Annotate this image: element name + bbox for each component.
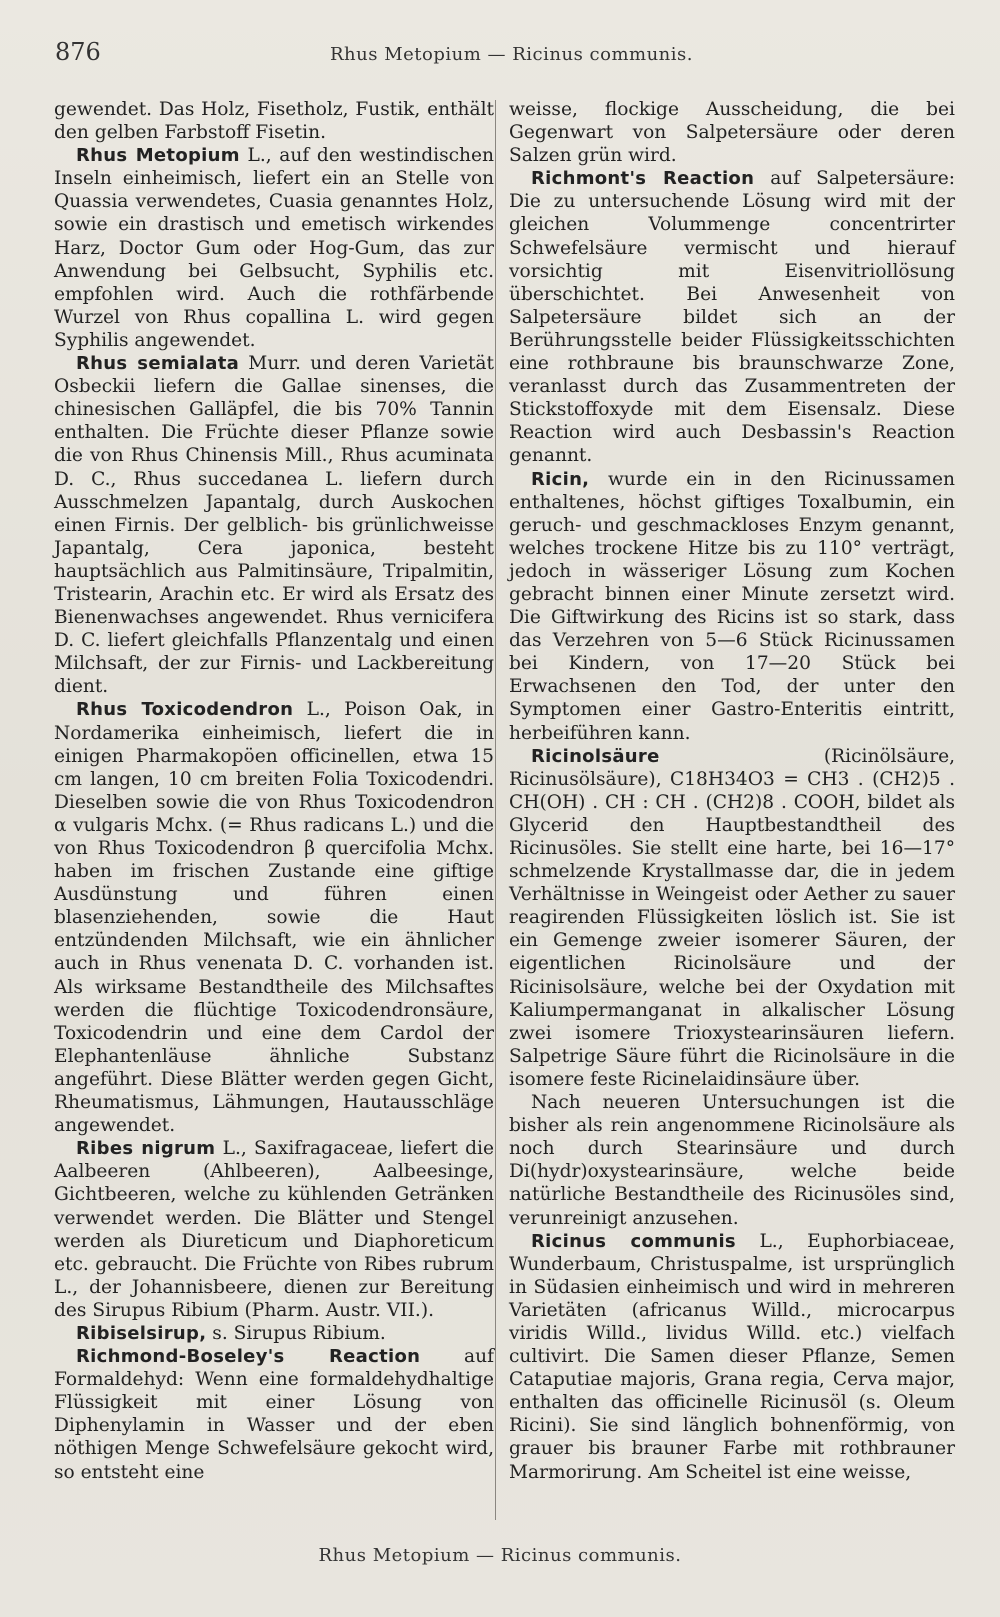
entry-ribes-nigrum bbox=[54, 1137, 494, 1322]
entry-body: auf Salpetersäure: Die zu untersuchende Lösung wird mit der gleichen Volummenge concentrirter Schwefelsäure vermischt und hierauf vorsichtig mit Eisenvitriollösung überschichtet. Bei Anwesenheit von Salpetersäure bildet sich an der Berührungsstelle beider Flüssigkeitsschichten eine rothbraune bis braunschwarze Zone, veranlasst durch das Zusammentreten der Stickstoffoxyde mit dem Eisensalz. Diese Reaction wird auch Desbassin's Reaction genannt. bbox=[509, 168, 955, 467]
page-header bbox=[55, 38, 970, 78]
left-column bbox=[54, 98, 494, 1484]
right-column bbox=[509, 98, 955, 1484]
entry-richmont-reaction bbox=[509, 167, 955, 467]
entry-body: (Ricinölsäure, Ricinusölsäure), C18H34O3 = CH3 . (CH2)5 . CH(OH) . CH : CH . (CH2)8 . COOH, bildet als Glycerid den Hauptbestandtheil des Ricinusöles. Sie stellt eine harte, bei 16—17° schmelzende Krystallmasse dar, die in jedem Verhältnisse in Weingeist oder Aether zu sauer reagirenden Flüssigkeiten löslich ist. Sie ist ein Gemenge zweier isomerer Säuren, der eigentlichen Ricinolsäure und der Ricinisolsäure, welche bei der Oxydation mit Kaliumpermanganat in alkalischer Lösung zwei isomere Trioxystearinsäuren liefern. Salpetrige Säure führt die Ricinolsäure in die isomere feste Ricinelaidinsäure über. bbox=[509, 745, 955, 1090]
continued-paragraph: gewendet. Das Holz, Fisetholz, Fustik, enthält den gelben Farbstoff Fisetin. bbox=[54, 99, 494, 144]
entry-body: L., auf den westindischen Inseln einheimisch, liefert ein an Stelle von Quassia verwendetes, Cuasia genanntes Holz, sowie ein drastisch und emetisch wirkendes Harz, Doctor Gum oder Hog-Gum, das zur Anwendung bei Gelbsucht, Syphilis etc. empfohlen wird. Auch die rothfärbende Wurzel von Rhus copallina L. wird gegen Syphilis angewendet. bbox=[54, 145, 495, 351]
entry-rhus-toxicodendron bbox=[54, 698, 494, 1137]
entry-body: wurde ein in den Ricinussamen enthaltenes, höchst giftiges Toxalbumin, ein geruch- und geschmackloses Enzym genannt, welches trockene Hitze bis zu 110° verträgt, jedoch in wässeriger Lösung zum Kochen gebracht binnen einer Minute zersetzt wird. Die Giftwirkung des Ricins ist so stark, dass das Verzehren von 5—6 Stück Ricinussamen bei Kindern, von 17—20 Stück bei Erwachsenen den Tod, der unter den Symptomen einer Gastro-Enteritis eintritt, herbeiführen kann. bbox=[509, 468, 955, 744]
headword: Richmond-Boseley's Reaction bbox=[76, 1346, 421, 1368]
headword: Ribes nigrum bbox=[76, 1138, 216, 1160]
headword: Rhus semialata bbox=[76, 353, 240, 375]
entry-rhus-semialata bbox=[54, 352, 494, 698]
headword: Ricin, bbox=[531, 468, 590, 490]
entry-ricinus-communis bbox=[509, 1230, 955, 1484]
continued-paragraph: weisse, flockige Ausscheidung, die bei Gegenwart von Salpetersäure oder deren Salzen grün wird. bbox=[509, 99, 955, 167]
headword: Rhus Toxicodendron bbox=[76, 699, 294, 721]
entry-body: auf Formaldehyd: Wenn eine formaldehydhaltige Flüssigkeit mit einer Lösung von Diphenylamin in Wasser und der eben nöthigen Menge Schwefelsäure gekocht wird, so entsteht eine bbox=[54, 1346, 494, 1483]
headword: Ricinolsäure bbox=[531, 745, 660, 767]
entry-rhus-metopium bbox=[54, 144, 494, 352]
entry-ricinolsaeure bbox=[509, 745, 955, 1091]
entry-body: L., Poison Oak, in Nordamerika einheimisch, liefert die in einigen Pharmakopöen officinellen, etwa 15 cm langen, 10 cm breiten Folia Toxicodendri. Dieselben sowie die von Rhus Toxicodendron α vulgaris Mchx. (= Rhus radicans L.) und die von Rhus Toxicodendron β quercifolia Mchx. haben im frischen Zustande eine giftige Ausdünstung und führen einen blasenziehenden, sowie die Haut entzündenden Milchsaft, wie ein ähnlicher auch in Rhus venenata D. C. vorhanden ist. Als wirksame Bestandtheile des Milchsaftes werden die flüchtige Toxicodendronsäure, Toxicodendrin und eine dem Cardol der Elephantenläuse ähnliche Substanz angeführt. Diese Blätter werden gegen Gicht, Rheumatismus, Lähmungen, Hautausschläge angewendet. bbox=[54, 699, 494, 1137]
entry-body: s. Sirupus Ribium. bbox=[206, 1322, 386, 1344]
running-head: Rhus Metopium — Ricinus communis. bbox=[330, 44, 693, 65]
running-foot: Rhus Metopium — Ricinus communis. bbox=[318, 1545, 682, 1566]
column-divider bbox=[495, 100, 496, 1520]
headword: Rhus Metopium bbox=[76, 145, 240, 167]
entry-body: L., Saxifragaceae, liefert die Aalbeeren (Ahlbeeren), Aalbeesinge, Gichtbeeren, welche zu kühlenden Getränken verwendet werden. Die Blätter und Stengel werden als Diureticum und Diaphoreticum etc. gebraucht. Die Früchte von Ribes rubrum L., der Johannisbeere, dienen zur Bereitung des Sirupus Ribium (Pharm. Austr. VII.). bbox=[54, 1138, 494, 1321]
entry-ribiselsirup bbox=[54, 1322, 494, 1345]
entry-richmond-boseley bbox=[54, 1345, 494, 1484]
headword: Richmont's Reaction bbox=[531, 168, 755, 190]
entry-body: Murr. und deren Varietät Osbeckii liefern die Gallae sinenses, die chinesischen Galläpfel, die bis 70% Tannin enthalten. Die Früchte dieser Pflanze sowie die von Rhus Chinensis Mill., Rhus acuminata D. C., Rhus succedanea L. liefern durch Ausschmelzen Japantalg, durch Auskochen einen Firnis. Der gelblich- bis grünlichweisse Japantalg, Cera japonica, besteht hauptsächlich aus Palmitinsäure, Tripalmitin, Tristearin, Arachin etc. Er wird als Ersatz des Bienenwachses angewendet. Rhus vernicifera D. C. liefert gleichfalls Pflanzentalg und einen Milchsaft, der zur Firnis- und Lackbereitung dient. bbox=[54, 353, 494, 698]
entry-ricin bbox=[509, 468, 955, 745]
page-number: 876 bbox=[55, 38, 101, 66]
entry-paragraph: Nach neueren Untersuchungen ist die bisher als rein angenommene Ricinolsäure als noch durch Stearinsäure und durch Di(hydr)oxystearinsäure, welche beide natürliche Bestandtheile des Ricinusöles sind, verunreinigt anzusehen. bbox=[509, 1092, 955, 1229]
entry-body: L., Euphorbiaceae, Wunderbaum, Christuspalme, ist ursprünglich in Südasien einheimisch und wird in mehreren Varietäten (africanus Willd., microcarpus viridis Willd., lividus Willd. etc.) vielfach cultivirt. Die Samen dieser Pflanze, Semen Cataputiae majoris, Grana regia, Cerva major, enthalten das officinelle Ricinusöl (s. Oleum Ricini). Sie sind länglich bohnenförmig, von grauer bis brauner Farbe mit rothbrauner Marmorirung. Am Scheitel ist eine weisse, bbox=[509, 1230, 956, 1483]
headword: Ricinus communis bbox=[531, 1230, 736, 1252]
headword: Ribiselsirup, bbox=[76, 1322, 207, 1344]
